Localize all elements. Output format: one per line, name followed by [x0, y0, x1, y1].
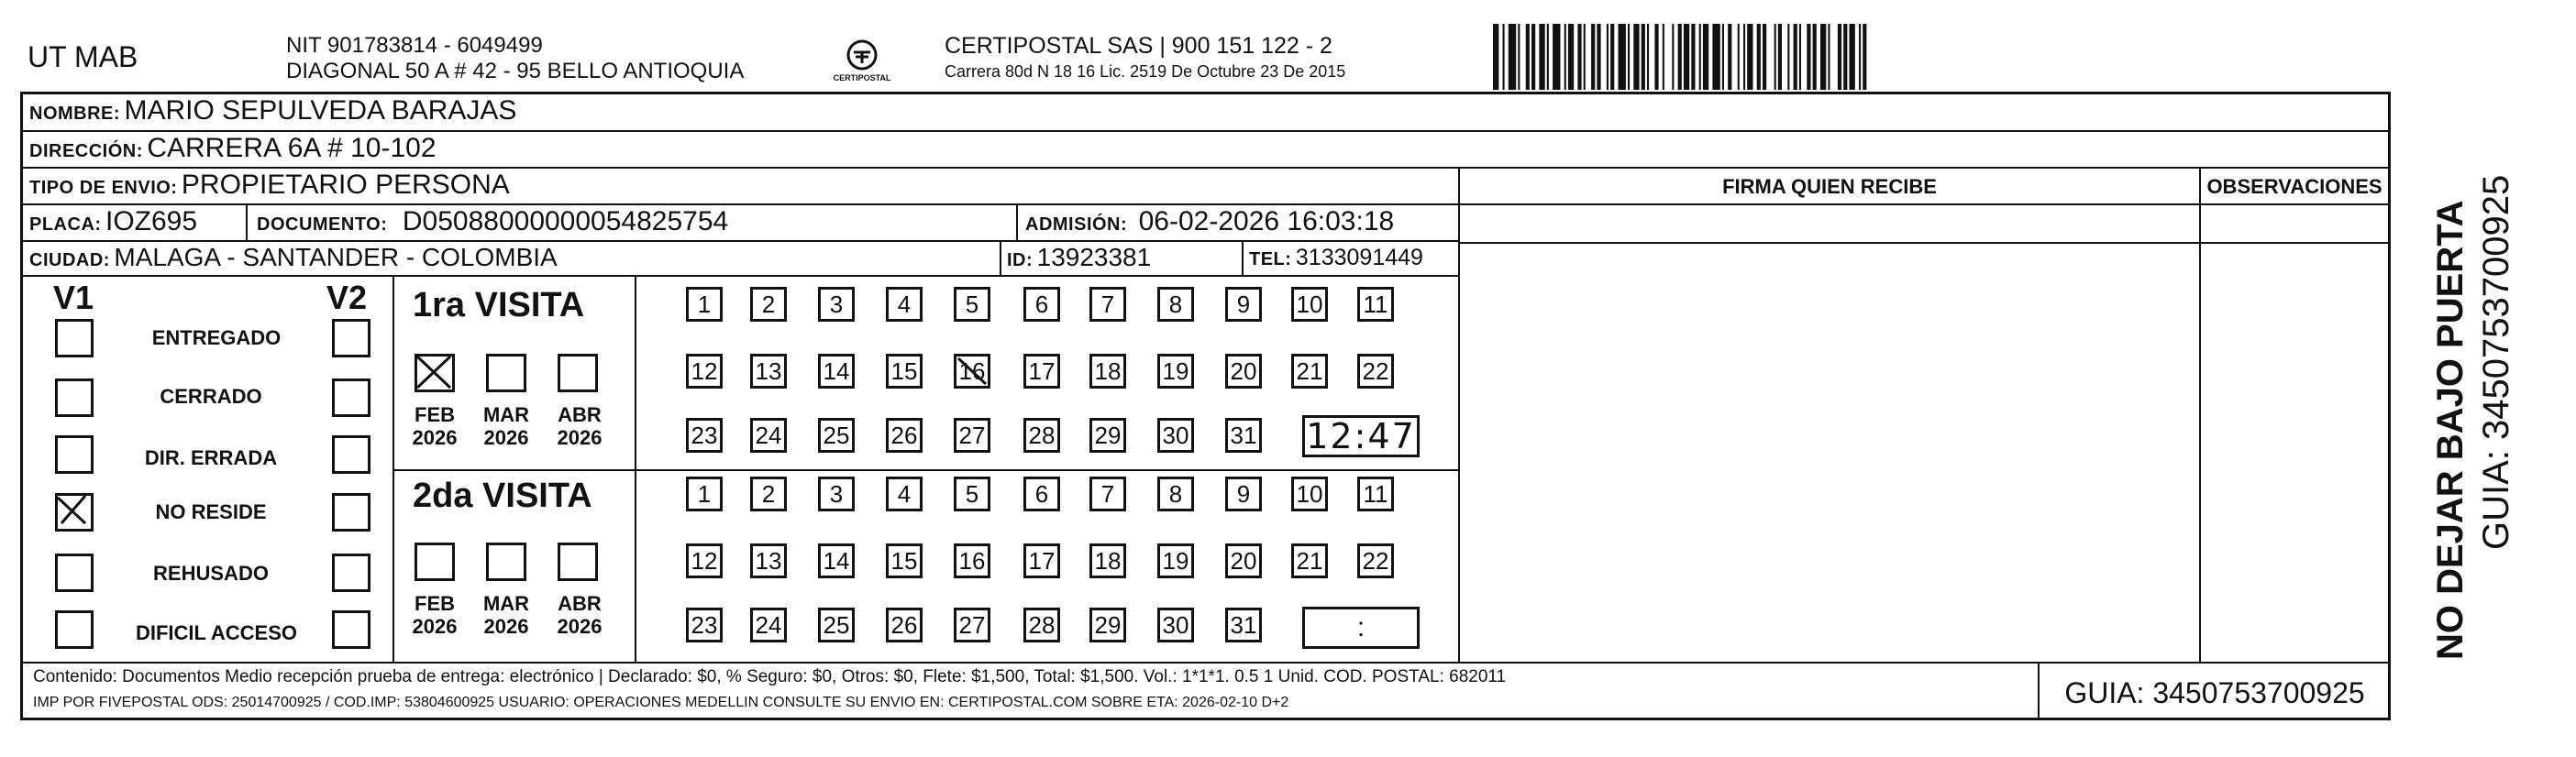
name-field	[29, 95, 516, 126]
first-visit-day-6[interactable]: 6	[1023, 287, 1060, 322]
second-visit-day-23[interactable]: 23	[686, 608, 723, 642]
admission-field	[1025, 206, 1394, 237]
row-divider	[23, 167, 2388, 169]
second-visit-day-20[interactable]: 20	[1225, 543, 1262, 578]
first-visit-day-12[interactable]: 12	[686, 354, 723, 389]
first-abr-checkbox[interactable]	[558, 354, 598, 392]
first-visit-day-11[interactable]: 11	[1357, 287, 1394, 322]
v1-dir-errada-checkbox[interactable]	[55, 435, 94, 474]
status-no-reside: NO RESIDE	[155, 500, 267, 523]
v1-rehusado-checkbox[interactable]	[55, 554, 94, 592]
cell-divider	[1000, 242, 1001, 275]
first-visit-day-15[interactable]: 15	[886, 354, 923, 389]
plate-field	[29, 206, 197, 237]
second-visit-time-box[interactable]: :	[1302, 607, 1420, 649]
signature-area[interactable]	[1460, 207, 2199, 662]
first-visit-day-16[interactable]: 16	[954, 354, 990, 389]
footer-divider	[2038, 662, 2040, 720]
tel-field	[1249, 245, 1423, 271]
second-visit-day-9[interactable]: 9	[1225, 477, 1262, 511]
footer-imp: IMP POR FIVEPOSTAL ODS: 25014700925 / COD.IMP: 53804600925 USUARIO: OPERACIONES MEDELLIN CONSULTE SU ENVIO EN: CERTIPOSTAL.COM SOBRE ETA: 2026-02-10 D+2	[33, 695, 1289, 710]
admission-value: 06-02-2026 16:03:18	[1138, 206, 1395, 236]
v1-entregado-checkbox[interactable]	[55, 319, 94, 357]
v2-no-reside-checkbox[interactable]	[332, 493, 370, 532]
row-divider	[23, 130, 2388, 132]
second-visit-day-12[interactable]: 12	[686, 543, 723, 578]
second-visit-day-4[interactable]: 4	[886, 477, 923, 511]
first-visit-day-17[interactable]: 17	[1023, 354, 1060, 389]
plate-label: PLACA:	[29, 214, 102, 235]
second-visit-day-22[interactable]: 22	[1357, 543, 1394, 578]
second-month-abr: ABR 2026	[557, 592, 603, 638]
first-month-abr: ABR 2026	[557, 403, 603, 449]
row-divider	[23, 275, 1458, 277]
observations-area[interactable]	[2201, 207, 2388, 662]
first-visit-day-2[interactable]: 2	[750, 287, 787, 322]
second-visit-day-5[interactable]: 5	[954, 477, 990, 511]
first-month-feb: FEB 2026	[412, 403, 458, 449]
first-visit-day-28[interactable]: 28	[1023, 418, 1060, 453]
v2-entregado-checkbox[interactable]	[332, 319, 370, 357]
id-value: 13923381	[1036, 243, 1152, 271]
document-value: D05088000000054825754	[402, 206, 729, 236]
first-visit-day-20[interactable]: 20	[1225, 354, 1262, 389]
section-divider	[392, 469, 1458, 471]
cell-divider	[246, 205, 248, 240]
second-visit-day-19[interactable]: 19	[1157, 543, 1194, 578]
company-name: UT MAB	[28, 40, 138, 73]
first-visit-day-25[interactable]: 25	[818, 418, 855, 453]
plate-value: IOZ695	[105, 206, 198, 236]
v2-rehusado-checkbox[interactable]	[332, 554, 370, 592]
document-label: DOCUMENTO:	[257, 214, 388, 235]
first-visit-day-22[interactable]: 22	[1357, 354, 1394, 389]
first-visit-day-30[interactable]: 30	[1157, 418, 1194, 453]
v1-no-reside-checkbox[interactable]	[55, 493, 94, 532]
second-visit-day-14[interactable]: 14	[818, 543, 855, 578]
address-label: DIRECCIÓN:	[29, 141, 143, 161]
name-label: NOMBRE:	[29, 104, 121, 124]
v2-header: V2	[326, 279, 368, 316]
logo-text: CERTIPOSTAL	[833, 73, 891, 82]
second-visit-day-11[interactable]: 11	[1357, 477, 1394, 511]
admission-label: ADMISIÓN:	[1025, 214, 1128, 235]
second-visit-title: 2da VISITA	[413, 477, 592, 515]
first-visit-day-31[interactable]: 31	[1225, 418, 1262, 453]
company-nit: NIT 901783814 - 6049499	[286, 33, 543, 58]
cell-divider	[1016, 205, 1018, 240]
first-visit-day-27[interactable]: 27	[954, 418, 990, 453]
first-visit-day-29[interactable]: 29	[1089, 418, 1126, 453]
first-visit-time-box[interactable]: 12:47	[1302, 415, 1420, 457]
side-guide: GUIA: 3450753700925	[2476, 174, 2516, 550]
first-visit-title: 1ra VISITA	[413, 286, 585, 324]
second-visit-day-28[interactable]: 28	[1023, 608, 1060, 642]
tel-value: 3133091449	[1295, 245, 1423, 270]
cell-divider	[1242, 242, 1244, 275]
barcode	[1493, 24, 2222, 90]
status-dir-errada: DIR. ERRADA	[144, 446, 278, 469]
v1-header: V1	[53, 279, 94, 316]
first-visit-day-18[interactable]: 18	[1089, 354, 1126, 389]
second-visit-day-21[interactable]: 21	[1291, 543, 1328, 578]
signature-header: FIRMA QUIEN RECIBE	[1722, 175, 1937, 198]
first-visit-day-4[interactable]: 4	[886, 287, 923, 322]
status-entregado: ENTREGADO	[151, 326, 282, 349]
first-visit-day-10[interactable]: 10	[1291, 287, 1328, 322]
first-visit-day-14[interactable]: 14	[818, 354, 855, 389]
observations-header: OBSERVACIONES	[2206, 175, 2383, 198]
first-visit-day-26[interactable]: 26	[886, 418, 923, 453]
first-month-mar: MAR 2026	[482, 403, 530, 449]
status-rehusado: REHUSADO	[153, 562, 269, 585]
id-field	[1007, 243, 1151, 272]
type-field	[29, 170, 510, 201]
first-feb-checkbox[interactable]	[415, 354, 455, 392]
v1-dificil-acceso-checkbox[interactable]	[55, 610, 94, 649]
second-visit-day-10[interactable]: 10	[1291, 477, 1328, 511]
strike-mark-icon	[956, 357, 988, 386]
second-visit-day-16[interactable]: 16	[954, 543, 990, 578]
v2-dificil-acceso-checkbox[interactable]	[332, 610, 370, 649]
first-visit-day-8[interactable]: 8	[1157, 287, 1194, 322]
second-visit-day-31[interactable]: 31	[1225, 608, 1262, 642]
x-mark-icon	[54, 492, 89, 527]
row-divider	[23, 203, 2388, 205]
certipostal-logo	[830, 37, 894, 92]
footer-contents: Contenido: Documentos Medio recepción prueba de entrega: electrónico | Declarado: $0, % Seguro: $0, Otros: $0, Flete: $1,500, Total: $1,500. Vol.: 1*1*1. 0.5 1 Unid. COD. POSTAL: 682011	[33, 667, 1507, 686]
address-value: CARRERA 6A # 10-102	[147, 133, 437, 163]
second-visit-day-24[interactable]: 24	[750, 608, 787, 642]
section-divider	[23, 662, 2388, 664]
address-field	[29, 133, 437, 164]
first-visit-day-21[interactable]: 21	[1291, 354, 1328, 389]
carrier-license: Carrera 80d N 18 16 Lic. 2519 De Octubre 23 De 2015	[945, 62, 1346, 81]
first-visit-day-5[interactable]: 5	[954, 287, 990, 322]
x-mark-icon	[415, 355, 452, 389]
city-field	[29, 243, 558, 272]
second-visit-day-30[interactable]: 30	[1157, 608, 1194, 642]
second-visit-day-7[interactable]: 7	[1089, 477, 1126, 511]
second-month-feb: FEB 2026	[412, 592, 458, 638]
second-visit-day-26[interactable]: 26	[886, 608, 923, 642]
tel-label: TEL:	[1249, 249, 1292, 269]
carrier-name: CERTIPOSTAL SAS | 900 151 122 - 2	[945, 33, 1332, 59]
status-dificil-acceso: DIFICIL ACCESO	[135, 621, 297, 644]
second-visit-day-27[interactable]: 27	[954, 608, 990, 642]
first-visit-day-13[interactable]: 13	[750, 354, 787, 389]
city-value: MALAGA - SANTANDER - COLOMBIA	[114, 243, 558, 271]
first-visit-day-24[interactable]: 24	[750, 418, 787, 453]
second-visit-day-25[interactable]: 25	[818, 608, 855, 642]
second-visit-day-18[interactable]: 18	[1089, 543, 1126, 578]
type-value: PROPIETARIO PERSONA	[181, 170, 510, 200]
first-visit-day-23[interactable]: 23	[686, 418, 723, 453]
v2-cerrado-checkbox[interactable]	[332, 378, 370, 417]
name-value: MARIO SEPULVEDA BARAJAS	[124, 95, 517, 126]
column-divider	[2388, 92, 2391, 720]
second-visit-day-15[interactable]: 15	[886, 543, 923, 578]
document-field	[257, 206, 728, 237]
first-visit-day-3[interactable]: 3	[818, 287, 855, 322]
first-visit-day-9[interactable]: 9	[1225, 287, 1262, 322]
side-warning: NO DEJAR BAJO PUERTA	[2430, 200, 2471, 660]
second-visit-day-8[interactable]: 8	[1157, 477, 1194, 511]
second-mar-checkbox[interactable]	[486, 543, 526, 581]
second-visit-day-17[interactable]: 17	[1023, 543, 1060, 578]
company-address: DIAGONAL 50 A # 42 - 95 BELLO ANTIOQUIA	[286, 59, 745, 83]
type-label: TIPO DE ENVIO:	[29, 178, 178, 198]
v1-cerrado-checkbox[interactable]	[55, 378, 94, 417]
second-month-mar: MAR 2026	[482, 592, 530, 638]
second-feb-checkbox[interactable]	[415, 543, 455, 581]
second-visit-day-2[interactable]: 2	[750, 477, 787, 511]
second-visit-day-13[interactable]: 13	[750, 543, 787, 578]
city-label: CIUDAD:	[29, 250, 110, 270]
footer-guide: GUIA: 3450753700925	[2064, 676, 2365, 709]
id-label: ID:	[1007, 250, 1034, 270]
second-abr-checkbox[interactable]	[558, 543, 598, 581]
second-visit-day-29[interactable]: 29	[1089, 608, 1126, 642]
second-visit-day-1[interactable]: 1	[686, 477, 723, 511]
first-mar-checkbox[interactable]	[486, 354, 526, 392]
second-visit-day-6[interactable]: 6	[1023, 477, 1060, 511]
first-visit-day-19[interactable]: 19	[1157, 354, 1194, 389]
v2-dir-errada-checkbox[interactable]	[332, 435, 370, 474]
second-visit-day-3[interactable]: 3	[818, 477, 855, 511]
first-visit-day-1[interactable]: 1	[686, 287, 723, 322]
first-visit-day-7[interactable]: 7	[1089, 287, 1126, 322]
status-cerrado: CERRADO	[160, 385, 262, 408]
